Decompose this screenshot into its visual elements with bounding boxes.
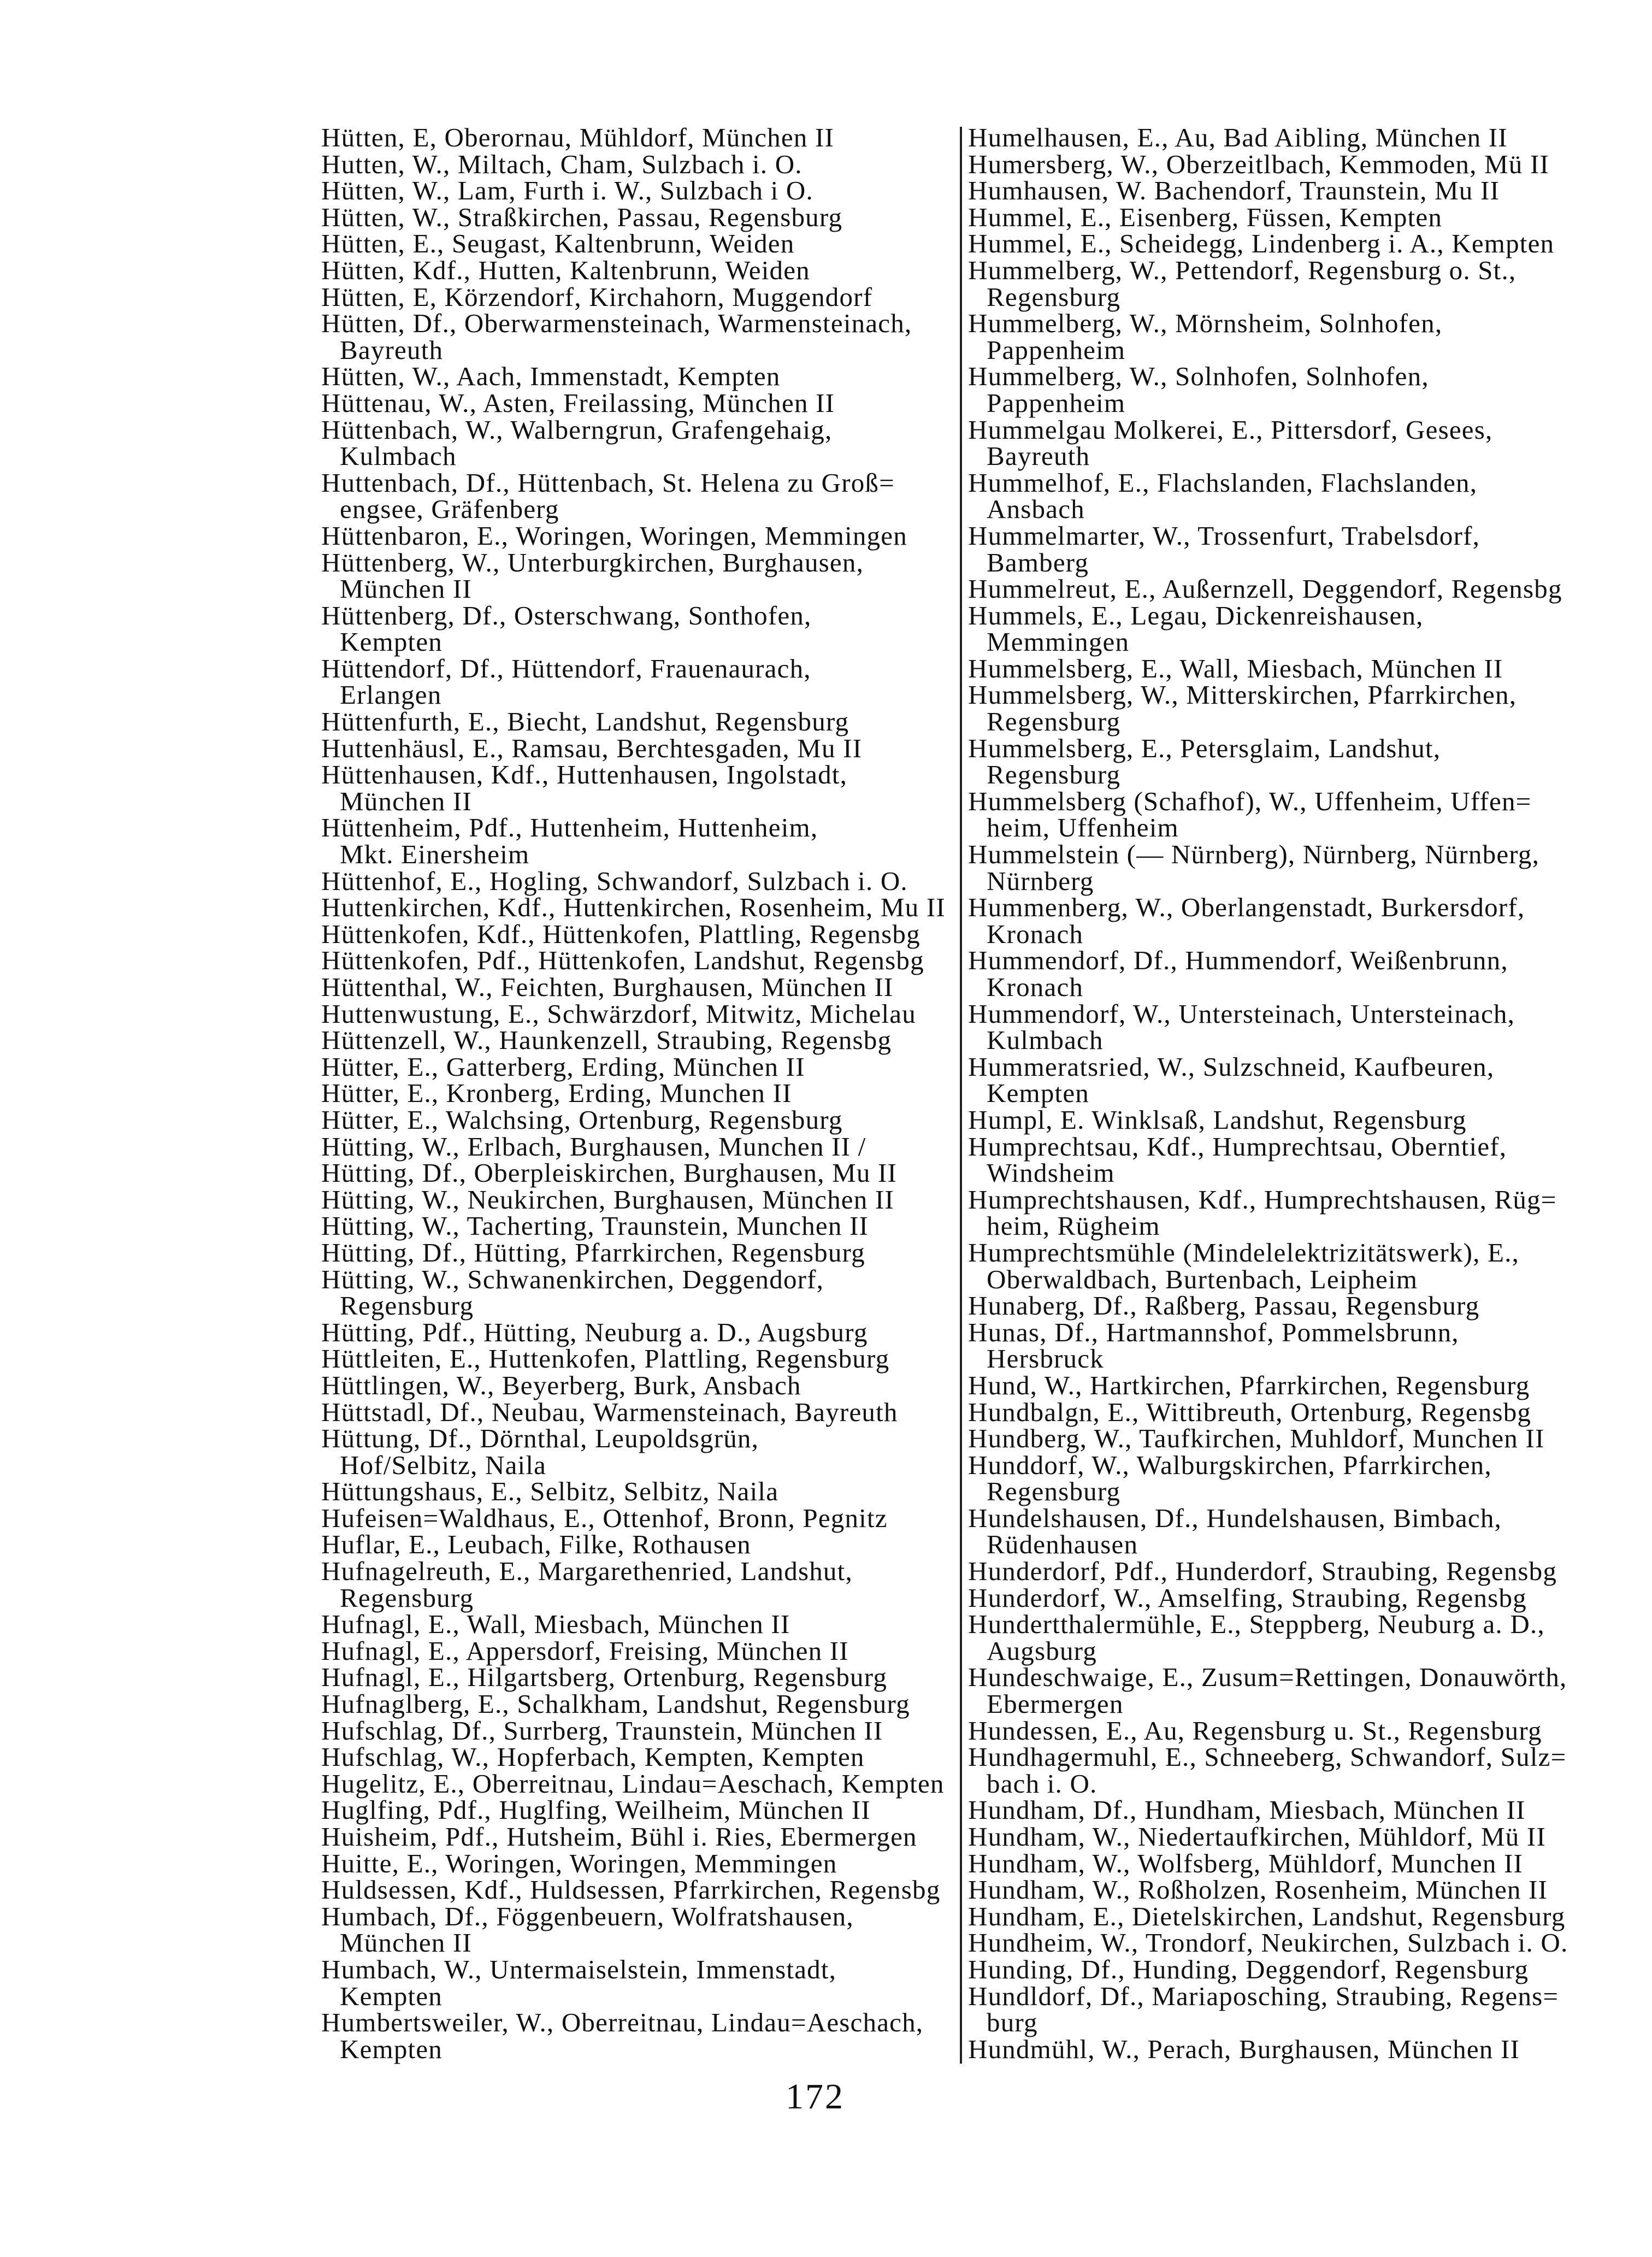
list-item	[968, 151, 1613, 178]
entry-text: Hüttleiten, E., Huttenkofen, Plattling, Regensburg	[321, 1343, 890, 1374]
list-item	[321, 1824, 955, 1851]
list-item	[321, 1051, 955, 1082]
entry-continuation: Ansbach	[987, 494, 1085, 525]
entry-text: Hütting, Pdf., Hütting, Neuburg a. D., Augsburg	[321, 1317, 868, 1347]
entry-text: Hummelsberg, W., Mitterskirchen, Pfarrkirchen,	[968, 680, 1517, 710]
entry-text: Hüttungshaus, E., Selbitz, Selbitz, Naila	[321, 1476, 779, 1507]
entry-text: Hutten, W., Miltach, Cham, Sulzbach i. O.	[321, 149, 803, 179]
entry-text: Hundham, W., Wolfsberg, Mühldorf, Munchen II	[968, 1848, 1524, 1878]
entry-text: Huttenhäusl, E., Ramsau, Berchtesgaden, Mu II	[321, 733, 863, 763]
entry-text: Hundelshausen, Df., Hundelshausen, Bimbach,	[968, 1502, 1502, 1533]
list-item	[968, 1051, 1613, 1109]
entry-text: Hufnagl, E., Wall, Miesbach, München II	[321, 1609, 790, 1640]
entry-continuation: Rüdenhausen	[987, 1529, 1138, 1560]
list-item	[321, 467, 955, 525]
list-item	[321, 1877, 955, 1904]
entry-continuation: Regensburg	[987, 1476, 1121, 1507]
entry-continuation: Pappenheim	[987, 334, 1126, 365]
entry-text: Huitte, E., Woringen, Woringen, Memmingen	[321, 1848, 837, 1878]
entry-text: Hütting, W., Schwanenkirchen, Deggendorf,	[321, 1264, 824, 1294]
list-item	[321, 1797, 955, 1824]
list-item	[968, 1582, 1613, 1613]
entry-continuation: Augsburg	[987, 1635, 1097, 1666]
entry-continuation: Kronach	[987, 918, 1084, 949]
entry-text: Hufeisen=Waldhaus, E., Ottenhof, Bronn, Pegnitz	[321, 1502, 888, 1533]
entry-continuation: Ebermergen	[987, 1689, 1124, 1719]
entry-text: Hummelsberg, E., Wall, Miesbach, München II	[968, 653, 1503, 683]
entry-text: Hunaberg, Df., Raßberg, Passau, Regensburg	[968, 1290, 1480, 1321]
entry-text: Hundham, W., Niedertaufkirchen, Mühldorf, Mü II	[968, 1822, 1546, 1852]
list-item	[321, 1343, 955, 1374]
entry-text: Hunderdorf, Pdf., Hunderdorf, Straubing, Regensbg	[968, 1556, 1557, 1587]
entry-text: Hütter, E., Kronberg, Erding, Munchen II	[321, 1078, 792, 1109]
entry-continuation: Erlangen	[340, 680, 442, 710]
list-item	[321, 1080, 955, 1107]
entry-text: Hüttenkofen, Pdf., Hüttenkofen, Landshut, Regensbg	[321, 945, 924, 976]
list-item	[321, 1901, 955, 1958]
list-item	[968, 1983, 1613, 2036]
list-item	[968, 841, 1613, 894]
entry-text: Huisheim, Pdf., Hutsheim, Bühl i. Ries, Ebermergen	[321, 1822, 917, 1852]
list-item	[321, 974, 955, 1001]
list-item	[968, 1744, 1613, 1797]
entry-text: Hunddorf, W., Walburgskirchen, Pfarrkirchen,	[968, 1449, 1492, 1480]
list-item	[968, 1131, 1613, 1188]
list-item	[321, 1531, 955, 1558]
entry-continuation: Regensburg	[340, 1582, 474, 1613]
entry-text: Hundessen, E., Au, Regensburg u. St., Regensburg	[968, 1715, 1542, 1746]
list-item	[321, 812, 955, 870]
entry-text: Hüttenkofen, Kdf., Hüttenkofen, Plattling, Regensbg	[321, 918, 921, 949]
list-item	[968, 228, 1613, 259]
entry-continuation: engsee, Gräfenberg	[340, 494, 559, 525]
entry-text: Hütting, W., Erlbach, Burghausen, Munchen II /	[321, 1131, 866, 1162]
list-item	[968, 576, 1613, 603]
entry-text: Huttenwustung, E., Schwärzdorf, Mitwitz, Michelau	[321, 998, 916, 1029]
entry-text: Hufnagelreuth, E., Margarethenried, Landshut,	[321, 1556, 853, 1587]
entry-text: Hunding, Df., Hunding, Deggendorf, Regensburg	[968, 1954, 1529, 1984]
entry-text: Hüttenheim, Pdf., Huttenheim, Huttenheim,	[321, 812, 818, 843]
entry-text: Hüttenfurth, E., Biecht, Landshut, Regensburg	[321, 706, 849, 737]
entry-text: Hummelsberg (Schafhof), W., Uffenheim, Uffen=	[968, 786, 1532, 816]
list-item	[321, 1266, 955, 1319]
list-item	[968, 175, 1613, 206]
list-item	[321, 281, 955, 312]
entry-text: Huglfing, Pdf., Huglfing, Weilheim, München II	[321, 1795, 871, 1825]
entry-text: Hüttenhof, E., Hogling, Schwandorf, Sulzbach i. O.	[321, 865, 908, 896]
list-item	[321, 759, 955, 816]
entry-text: Humprechtshausen, Kdf., Humprechtshausen, Rüg=	[968, 1184, 1557, 1215]
entry-text: Humpl, E. Winklsaß, Landshut, Regensburg	[968, 1104, 1467, 1135]
list-item	[321, 1131, 955, 1162]
list-item	[968, 2036, 1613, 2063]
list-item	[968, 1930, 1613, 1957]
list-item	[321, 1768, 955, 1799]
list-item	[968, 1396, 1613, 1427]
list-item	[321, 1558, 955, 1611]
entry-text: Hummenberg, W., Oberlangenstadt, Burkersdorf,	[968, 892, 1525, 923]
entry-text: Hundham, W., Roßholzen, Rosenheim, München II	[968, 1875, 1548, 1905]
entry-text: Hütten, W., Lam, Furth i. W., Sulzbach i O.	[321, 175, 813, 206]
entry-text: Hundberg, W., Taufkirchen, Muhldorf, Munchen II	[968, 1423, 1545, 1454]
entry-text: Huttenkirchen, Kdf., Huttenkirchen, Rosenheim, Mu II	[321, 892, 946, 923]
list-item	[321, 257, 955, 284]
list-item	[321, 653, 955, 710]
entry-continuation: Kempten	[340, 2034, 443, 2064]
list-item	[321, 865, 955, 896]
entry-text: Hummelberg, W., Solnhofen, Solnhofen,	[968, 361, 1429, 392]
list-item	[968, 600, 1613, 657]
entry-text: Hüttenau, W., Asten, Freilassing, München II	[321, 387, 835, 418]
page-number: 172	[786, 2077, 845, 2117]
entry-text: Hummendorf, Df., Hummendorf, Weißenbrunn,	[968, 945, 1508, 976]
entry-text: Hundbalgn, E., Wittibreuth, Ortenburg, Regensbg	[968, 1396, 1532, 1427]
entry-text: Hummelgau Molkerei, E., Pittersdorf, Gesees,	[968, 414, 1493, 445]
list-item	[968, 1425, 1613, 1452]
entry-continuation: heim, Rügheim	[987, 1211, 1160, 1241]
list-item	[321, 1611, 955, 1638]
list-item	[968, 1877, 1613, 1904]
list-item	[321, 600, 955, 657]
list-item	[321, 363, 955, 390]
entry-text: Hummelberg, W., Pettendorf, Regensburg o. St.,	[968, 255, 1517, 285]
list-item	[321, 894, 955, 921]
entry-text: Hufschlag, W., Hopferbach, Kempten, Kempten	[321, 1742, 865, 1772]
entry-text: Hütter, E., Walchsing, Ortenburg, Regensburg	[321, 1104, 843, 1135]
entry-text: Hummelreut, E., Außernzell, Deggendorf, Regensbg	[968, 574, 1562, 604]
entry-continuation: Kulmbach	[340, 441, 457, 472]
list-item	[321, 1715, 955, 1746]
column-divider	[960, 127, 962, 2064]
list-item	[321, 918, 955, 949]
entry-text: Hüttenberg, W., Unterburgkirchen, Burghausen,	[321, 547, 864, 577]
list-item	[321, 520, 955, 551]
entry-text: Hunas, Df., Hartmannshof, Pommelsbrunn,	[968, 1317, 1459, 1347]
list-item	[968, 122, 1613, 152]
list-item	[321, 1954, 955, 2011]
entry-text: Humelhausen, E., Au, Bad Aibling, München II	[968, 122, 1508, 152]
entry-text: Hummelhof, E., Flachslanden, Flachslanden,	[968, 467, 1478, 498]
list-item	[321, 1027, 955, 1054]
entry-text: Hundham, Df., Hundham, Miesbach, München II	[968, 1795, 1526, 1825]
entry-text: Hütten, E., Seugast, Kaltenbrunn, Weiden	[321, 228, 795, 259]
entry-continuation: heim, Uffenheim	[987, 812, 1179, 843]
entry-continuation: Hersbruck	[987, 1343, 1104, 1374]
list-item	[321, 1372, 955, 1399]
entry-text: Hummelberg, W., Mörnsheim, Solnhofen,	[968, 308, 1443, 339]
entry-text: Hütten, Df., Oberwarmensteinach, Warmensteinach,	[321, 308, 912, 339]
entry-text: Hüttenberg, Df., Osterschwang, Sonthofen,	[321, 600, 812, 630]
entry-text: Hundheim, W., Trondorf, Neukirchen, Sulzbach i. O.	[968, 1928, 1568, 1958]
list-item	[968, 1104, 1613, 1135]
entry-text: Hütter, E., Gatterberg, Erding, München II	[321, 1051, 805, 1082]
entry-continuation: Regensburg	[987, 706, 1121, 737]
list-item	[321, 547, 955, 604]
list-item	[968, 682, 1613, 735]
entry-text: Hütten, W., Aach, Immenstadt, Kempten	[321, 361, 781, 392]
list-item	[321, 1691, 955, 1718]
entry-text: Humprechtsmühle (Mindelelektrizitätswerk), E.,	[968, 1237, 1520, 1268]
list-item	[321, 310, 955, 363]
entry-text: Hummelmarter, W., Trossenfurt, Trabelsdorf,	[968, 520, 1480, 551]
list-item	[321, 2007, 955, 2064]
entry-text: Hüttlingen, W., Beyerberg, Burk, Ansbach	[321, 1370, 801, 1400]
entry-continuation: Kempten	[987, 1078, 1090, 1109]
entry-continuation: Regensburg	[340, 1290, 474, 1321]
list-item	[321, 151, 955, 178]
entry-continuation: Pappenheim	[987, 387, 1126, 418]
entry-continuation: Mkt. Einersheim	[340, 839, 530, 870]
list-item	[968, 735, 1613, 788]
list-item	[321, 998, 955, 1029]
list-item	[321, 947, 955, 974]
entry-text: Hummelstein (— Nürnberg), Nürnberg, Nürnberg,	[968, 839, 1540, 870]
list-item	[321, 1478, 955, 1505]
list-item	[968, 520, 1613, 577]
entry-continuation: Kronach	[987, 972, 1084, 1002]
entry-text: Hüttenthal, W., Feichten, Burghausen, München II	[321, 972, 894, 1002]
entry-text: Hütting, Df., Oberpleiskirchen, Burghausen, Mu II	[321, 1158, 898, 1188]
entry-continuation: Oberwaldbach, Burtenbach, Leipheim	[987, 1264, 1418, 1294]
list-item	[968, 257, 1613, 310]
entry-text: Hütten, W., Straßkirchen, Passau, Regensburg	[321, 202, 843, 232]
list-item	[321, 1744, 955, 1771]
left-column	[321, 122, 955, 2064]
list-item	[968, 1237, 1613, 1294]
entry-continuation: Kempten	[340, 627, 443, 657]
list-item	[968, 1954, 1613, 1984]
entry-text: Hummel, E., Eisenberg, Füssen, Kempten	[968, 202, 1443, 232]
list-item	[321, 1184, 955, 1215]
entry-continuation: Bayreuth	[987, 441, 1090, 472]
entry-text: Hundmühl, W., Perach, Burghausen, München II	[968, 2034, 1520, 2064]
entry-text: Hundldorf, Df., Mariaposching, Straubing, Regens=	[968, 1981, 1559, 2011]
entry-text: Hütting, W., Tacherting, Traunstein, Munchen II	[321, 1211, 869, 1241]
list-item	[968, 1611, 1613, 1664]
list-item	[968, 1824, 1613, 1851]
list-item	[321, 1237, 955, 1268]
list-item	[321, 1502, 955, 1533]
entry-text: Humbach, Df., Föggenbeuern, Wolfratshausen,	[321, 1901, 854, 1931]
entry-continuation: Bamberg	[987, 547, 1089, 577]
entry-continuation: Memmingen	[987, 627, 1130, 657]
list-item	[968, 1372, 1613, 1399]
entry-continuation: Windsheim	[987, 1158, 1115, 1188]
entry-continuation: Nürnberg	[987, 865, 1094, 896]
entry-text: Hüttenbach, W., Walberngrun, Grafengehaig,	[321, 414, 833, 445]
entry-text: Hundertthalermühle, E., Steppberg, Neuburg a. D.,	[968, 1609, 1545, 1640]
list-item	[968, 1319, 1613, 1372]
entry-text: Hüttenbaron, E., Woringen, Woringen, Memmingen	[321, 520, 907, 551]
entry-text: Hundham, E., Dietelskirchen, Landshut, Regensburg	[968, 1901, 1566, 1931]
entry-text: Hütten, E, Oberornau, Mühldorf, München II	[321, 122, 834, 152]
list-item	[321, 122, 955, 152]
entry-continuation: Kempten	[340, 1981, 443, 2011]
entry-text: Hütting, Df., Hütting, Pfarrkirchen, Regensburg	[321, 1237, 865, 1268]
list-item	[321, 414, 955, 472]
entry-text: Humersberg, W., Oberzeitlbach, Kemmoden, Mü II	[968, 149, 1549, 179]
list-item	[968, 653, 1613, 683]
entry-text: Hummels, E., Legau, Dickenreishausen,	[968, 600, 1424, 630]
entry-text: Hüttenhausen, Kdf., Huttenhausen, Ingolstadt,	[321, 759, 848, 790]
entry-text: Humprechtsau, Kdf., Humprechtsau, Oberntief,	[968, 1131, 1507, 1162]
list-item	[321, 1319, 955, 1346]
entry-text: Hummeratsried, W., Sulzschneid, Kaufbeuren,	[968, 1051, 1495, 1082]
list-item	[968, 310, 1613, 363]
list-item	[321, 735, 955, 762]
entry-continuation: Regensburg	[987, 759, 1121, 790]
list-item	[968, 1184, 1613, 1241]
entry-text: Humbach, W., Untermaiselstein, Immenstadt,	[321, 1954, 837, 1984]
entry-continuation: Bayreuth	[340, 334, 444, 365]
list-item	[968, 947, 1613, 1000]
list-item	[968, 1848, 1613, 1878]
entry-text: Hugelitz, E., Oberreitnau, Lindau=Aeschach, Kempten	[321, 1768, 945, 1799]
list-item	[321, 1104, 955, 1135]
list-item	[321, 1396, 955, 1427]
entry-continuation: Kulmbach	[987, 1025, 1104, 1056]
list-item	[321, 706, 955, 737]
entry-text: Hufschlag, Df., Surrberg, Traunstein, München II	[321, 1715, 883, 1746]
list-item	[968, 1797, 1613, 1824]
entry-text: Hüttstadl, Df., Neubau, Warmensteinach, Bayreuth	[321, 1396, 898, 1427]
entry-text: Hüttendorf, Df., Hüttendorf, Frauenaurach,	[321, 653, 811, 683]
entry-continuation: Regensburg	[987, 281, 1121, 312]
entry-text: Huttenbach, Df., Hüttenbach, St. Helena zu Groß=	[321, 467, 895, 498]
list-item	[321, 175, 955, 206]
entry-text: Hüttenzell, W., Haunkenzell, Straubing, Regensbg	[321, 1025, 892, 1056]
entry-text: Hütten, Kdf., Hutten, Kaltenbrunn, Weiden	[321, 255, 810, 285]
entry-text: Hund, W., Hartkirchen, Pfarrkirchen, Regensburg	[968, 1370, 1530, 1400]
entry-text: Huldsessen, Kdf., Huldsessen, Pfarrkirchen, Regensbg	[321, 1875, 941, 1905]
entry-text: Hufnagl, E., Hilgartsberg, Ortenburg, Regensburg	[321, 1662, 888, 1693]
entry-text: Humhausen, W. Bachendorf, Traunstein, Mu II	[968, 175, 1500, 206]
list-item	[321, 1664, 955, 1691]
list-item	[968, 1558, 1613, 1585]
entry-text: Hundhagermuhl, E., Schneeberg, Schwandorf, Sulz=	[968, 1742, 1567, 1772]
list-item	[968, 204, 1613, 231]
entry-continuation: München II	[340, 786, 472, 816]
list-item	[968, 998, 1613, 1056]
list-item	[968, 788, 1613, 841]
right-column	[968, 122, 1613, 2064]
entry-text: Hunderdorf, W., Amselfing, Straubing, Regensbg	[968, 1582, 1527, 1613]
list-item	[968, 1290, 1613, 1321]
entry-text: Hütting, W., Neukirchen, Burghausen, München II	[321, 1184, 894, 1215]
list-item	[968, 1664, 1613, 1717]
entry-continuation: München II	[340, 1928, 472, 1958]
list-item	[968, 363, 1613, 416]
list-item	[321, 1635, 955, 1666]
entry-continuation: Hof/Selbitz, Naila	[340, 1449, 547, 1480]
list-item	[968, 894, 1613, 947]
list-item	[968, 1449, 1613, 1507]
entry-text: Hütten, E, Körzendorf, Kirchahorn, Muggendorf	[321, 281, 873, 312]
entry-continuation: burg	[987, 2007, 1038, 2038]
list-item	[321, 1425, 955, 1478]
entry-text: Hufnaglberg, E., Schalkham, Landshut, Regensburg	[321, 1689, 910, 1719]
entry-text: Hufnagl, E., Appersdorf, Freising, München II	[321, 1635, 849, 1666]
list-item	[968, 1715, 1613, 1746]
list-item	[321, 1160, 955, 1187]
entry-text: Hüttung, Df., Dörnthal, Leupoldsgrün,	[321, 1423, 759, 1454]
list-item	[968, 467, 1613, 525]
list-item	[968, 1502, 1613, 1560]
list-item	[321, 387, 955, 418]
entry-text: Hummendorf, W., Untersteinach, Untersteinach,	[968, 998, 1515, 1029]
entry-text: Huflar, E., Leubach, Filke, Rothausen	[321, 1529, 751, 1560]
list-item	[321, 204, 955, 231]
entry-text: Humbertsweiler, W., Oberreitnau, Lindau=Aeschach,	[321, 2007, 924, 2038]
list-item	[968, 1901, 1613, 1931]
list-item	[321, 1213, 955, 1240]
list-item	[321, 228, 955, 259]
entry-text: Hummel, E., Scheidegg, Lindenberg i. A., Kempten	[968, 228, 1555, 259]
list-item	[321, 1848, 955, 1878]
list-item	[968, 414, 1613, 472]
entry-text: Hummelsberg, E., Petersglaim, Landshut,	[968, 733, 1441, 763]
entry-continuation: bach i. O.	[987, 1768, 1098, 1799]
entry-text: Hundeschwaige, E., Zusum=Rettingen, Donauwörth,	[968, 1662, 1567, 1693]
entry-continuation: München II	[340, 574, 472, 604]
